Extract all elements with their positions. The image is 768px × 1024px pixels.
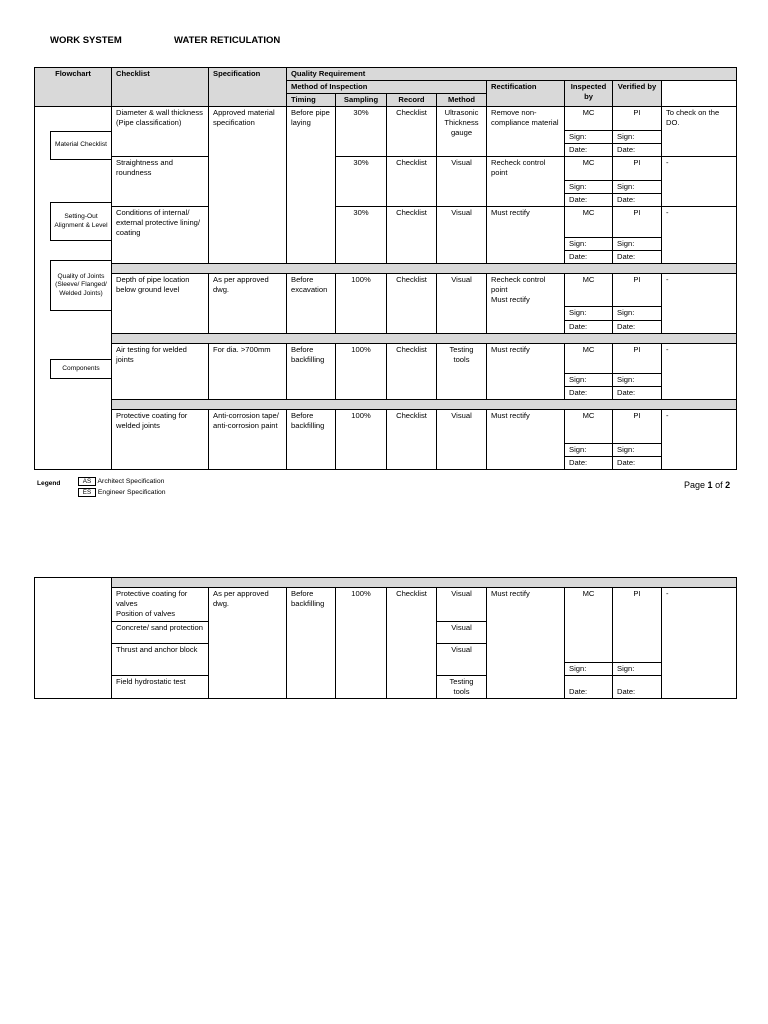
checklist-cell: Protective coating for welded joints	[112, 410, 209, 470]
verified-cell: PI	[613, 588, 662, 663]
checklist-cell: Diameter & wall thickness (Pipe classification)	[112, 107, 209, 157]
flowchart-cell	[35, 578, 112, 699]
method-cell: Visual	[437, 644, 487, 676]
sign-cell: Sign:	[613, 374, 662, 387]
sign-cell: Sign:	[613, 444, 662, 457]
legend-text: Architect Specification	[97, 478, 165, 485]
sampling-cell: 100%	[336, 588, 387, 699]
work-system-value: WATER RETICULATION	[174, 35, 281, 46]
page-of: of	[715, 480, 723, 490]
flowchart-box-components: Components	[50, 359, 112, 379]
inspected-cell: MC	[565, 588, 613, 663]
inspected-cell: MC	[565, 157, 613, 181]
col-rectification: Rectification	[487, 81, 565, 107]
checklist-cell: Thrust and anchor block	[112, 644, 209, 676]
method-cell: Testing tools	[437, 344, 487, 400]
date-cell: Date:	[565, 676, 613, 699]
method-cell: Visual	[437, 157, 487, 207]
record-cell: Checklist	[387, 344, 437, 400]
specification-cell: For dia. >700mm	[209, 344, 287, 400]
legend-item	[78, 477, 164, 486]
method-cell: Ultrasonic Thickness gauge	[437, 107, 487, 157]
flowchart-box-material-checklist: Material Checklist	[50, 131, 112, 160]
record-cell: Checklist	[387, 274, 437, 334]
sampling-cell: 30%	[336, 157, 387, 207]
group-separator	[35, 400, 737, 410]
sign-cell: Sign:	[613, 131, 662, 144]
remark-cell: -	[662, 410, 737, 470]
col-specification: Specification	[209, 68, 287, 107]
date-cell: Date:	[613, 387, 662, 400]
flowchart-box-setting-out: Setting-Out Alignment & Level	[50, 202, 112, 241]
timing-cell: Before backfilling	[287, 344, 336, 400]
verified-cell: PI	[613, 274, 662, 307]
legend-code: AS	[78, 477, 96, 486]
checklist-cell: Straightness and roundness	[112, 157, 209, 207]
date-cell: Date:	[613, 194, 662, 207]
sign-cell: Sign:	[613, 307, 662, 321]
checklist-cell: Conditions of internal/ external protective lining/ coating	[112, 207, 209, 264]
specification-cell: Anti-corrosion tape/ anti-corrosion paint	[209, 410, 287, 470]
sign-cell: Sign:	[613, 663, 662, 676]
rectification-cell: Recheck control point Must rectify	[487, 274, 565, 334]
page-prefix: Page	[684, 480, 706, 490]
legend-item	[78, 488, 166, 497]
record-cell: Checklist	[387, 588, 437, 699]
legend-title: Legend	[37, 480, 61, 487]
group-separator	[35, 334, 737, 344]
verified-cell: PI	[613, 207, 662, 238]
timing-cell: Before backfilling	[287, 410, 336, 470]
method-cell: Visual	[437, 207, 487, 264]
verified-cell: PI	[613, 410, 662, 444]
rectification-cell: Must rectify	[487, 588, 565, 699]
date-cell: Date:	[565, 251, 613, 264]
checklist-cell: Air testing for welded joints	[112, 344, 209, 400]
table-row	[35, 107, 737, 131]
method-cell: Visual	[437, 622, 487, 644]
col-method-of-inspection: Method of Inspection	[287, 81, 487, 94]
sign-cell: Sign:	[565, 181, 613, 194]
remark-cell: -	[662, 274, 737, 334]
sign-cell: Sign:	[565, 131, 613, 144]
remark-cell: -	[662, 588, 737, 699]
col-sampling: Sampling	[336, 94, 387, 107]
col-method: Method	[437, 94, 487, 107]
inspected-cell: MC	[565, 107, 613, 131]
checklist-cell: Concrete/ sand protection	[112, 622, 209, 644]
rectification-cell: Must rectify	[487, 344, 565, 400]
sign-cell: Sign:	[565, 238, 613, 251]
table-row	[35, 410, 737, 444]
legend-text: Engineer Specification	[97, 489, 166, 496]
verified-cell: PI	[613, 157, 662, 181]
quality-table	[34, 67, 737, 470]
col-inspected-by: Inspected by	[565, 81, 613, 107]
rectification-cell: Must rectify	[487, 410, 565, 470]
table-row	[35, 344, 737, 374]
date-cell: Date:	[613, 321, 662, 334]
page-total: 2	[725, 480, 731, 490]
verified-cell: PI	[613, 107, 662, 131]
date-cell: Date:	[565, 194, 613, 207]
date-cell: Date:	[613, 251, 662, 264]
inspected-cell: MC	[565, 274, 613, 307]
specification-cell: As per approved dwg.	[209, 588, 287, 699]
sampling-cell: 100%	[336, 274, 387, 334]
flowchart-cell	[35, 107, 112, 470]
specification-cell: Approved material specification	[209, 107, 287, 264]
checklist-cell: Depth of pipe location below ground level	[112, 274, 209, 334]
method-cell: Visual	[437, 274, 487, 334]
legend-code: ES	[78, 488, 96, 497]
group-separator	[35, 264, 737, 274]
method-cell: Visual	[437, 588, 487, 622]
method-cell: Testing tools	[437, 676, 487, 699]
remark-cell: To check on the DO.	[662, 107, 737, 157]
table-row	[35, 157, 737, 181]
sign-cell: Sign:	[565, 663, 613, 676]
col-record: Record	[387, 94, 437, 107]
flowchart-box-quality-of-joints: Quality of Joints (Sleeve/ Flanged/ Welded Joints)	[50, 260, 112, 311]
col-verified-by: Verified by	[613, 81, 662, 107]
record-cell: Checklist	[387, 207, 437, 264]
remark-cell: -	[662, 157, 737, 207]
rectification-cell: Recheck control point	[487, 157, 565, 207]
verified-cell: PI	[613, 344, 662, 374]
quality-table-continued	[34, 577, 737, 699]
date-cell: Date:	[613, 457, 662, 470]
sign-cell: Sign:	[565, 374, 613, 387]
rectification-cell: Remove non-compliance material	[487, 107, 565, 157]
work-system-label: WORK SYSTEM	[50, 35, 122, 46]
col-checklist: Checklist	[112, 68, 209, 107]
col-timing: Timing	[287, 94, 336, 107]
sampling-cell: 30%	[336, 107, 387, 157]
method-cell: Visual	[437, 410, 487, 470]
sampling-cell: 30%	[336, 207, 387, 264]
page-number	[684, 480, 730, 490]
sign-cell: Sign:	[565, 444, 613, 457]
remark-cell: -	[662, 344, 737, 400]
sign-cell: Sign:	[613, 238, 662, 251]
date-cell: Date:	[565, 457, 613, 470]
inspected-cell: MC	[565, 410, 613, 444]
date-cell: Date:	[565, 387, 613, 400]
table-row	[35, 207, 737, 238]
sampling-cell: 100%	[336, 344, 387, 400]
timing-cell: Before backfilling	[287, 588, 336, 699]
remark-cell: -	[662, 207, 737, 264]
record-cell: Checklist	[387, 157, 437, 207]
date-cell: Date:	[613, 676, 662, 699]
table-row	[35, 588, 737, 622]
page-current: 1	[707, 480, 713, 490]
table-row	[35, 274, 737, 307]
checklist-cell: Field hydrostatic test	[112, 676, 209, 699]
timing-cell: Before pipe laying	[287, 107, 336, 264]
record-cell: Checklist	[387, 107, 437, 157]
inspected-cell: MC	[565, 344, 613, 374]
date-cell: Date:	[613, 144, 662, 157]
inspected-cell: MC	[565, 207, 613, 238]
sampling-cell: 100%	[336, 410, 387, 470]
col-flowchart: Flowchart	[35, 68, 112, 107]
specification-cell: As per approved dwg.	[209, 274, 287, 334]
rectification-cell: Must rectify	[487, 207, 565, 264]
group-separator	[35, 578, 737, 588]
col-quality-requirement: Quality Requirement	[287, 68, 737, 81]
sign-cell: Sign:	[613, 181, 662, 194]
record-cell: Checklist	[387, 410, 437, 470]
date-cell: Date:	[565, 321, 613, 334]
checklist-cell: Protective coating for valves Position of valves	[112, 588, 209, 622]
timing-cell: Before excavation	[287, 274, 336, 334]
date-cell: Date:	[565, 144, 613, 157]
sign-cell: Sign:	[565, 307, 613, 321]
